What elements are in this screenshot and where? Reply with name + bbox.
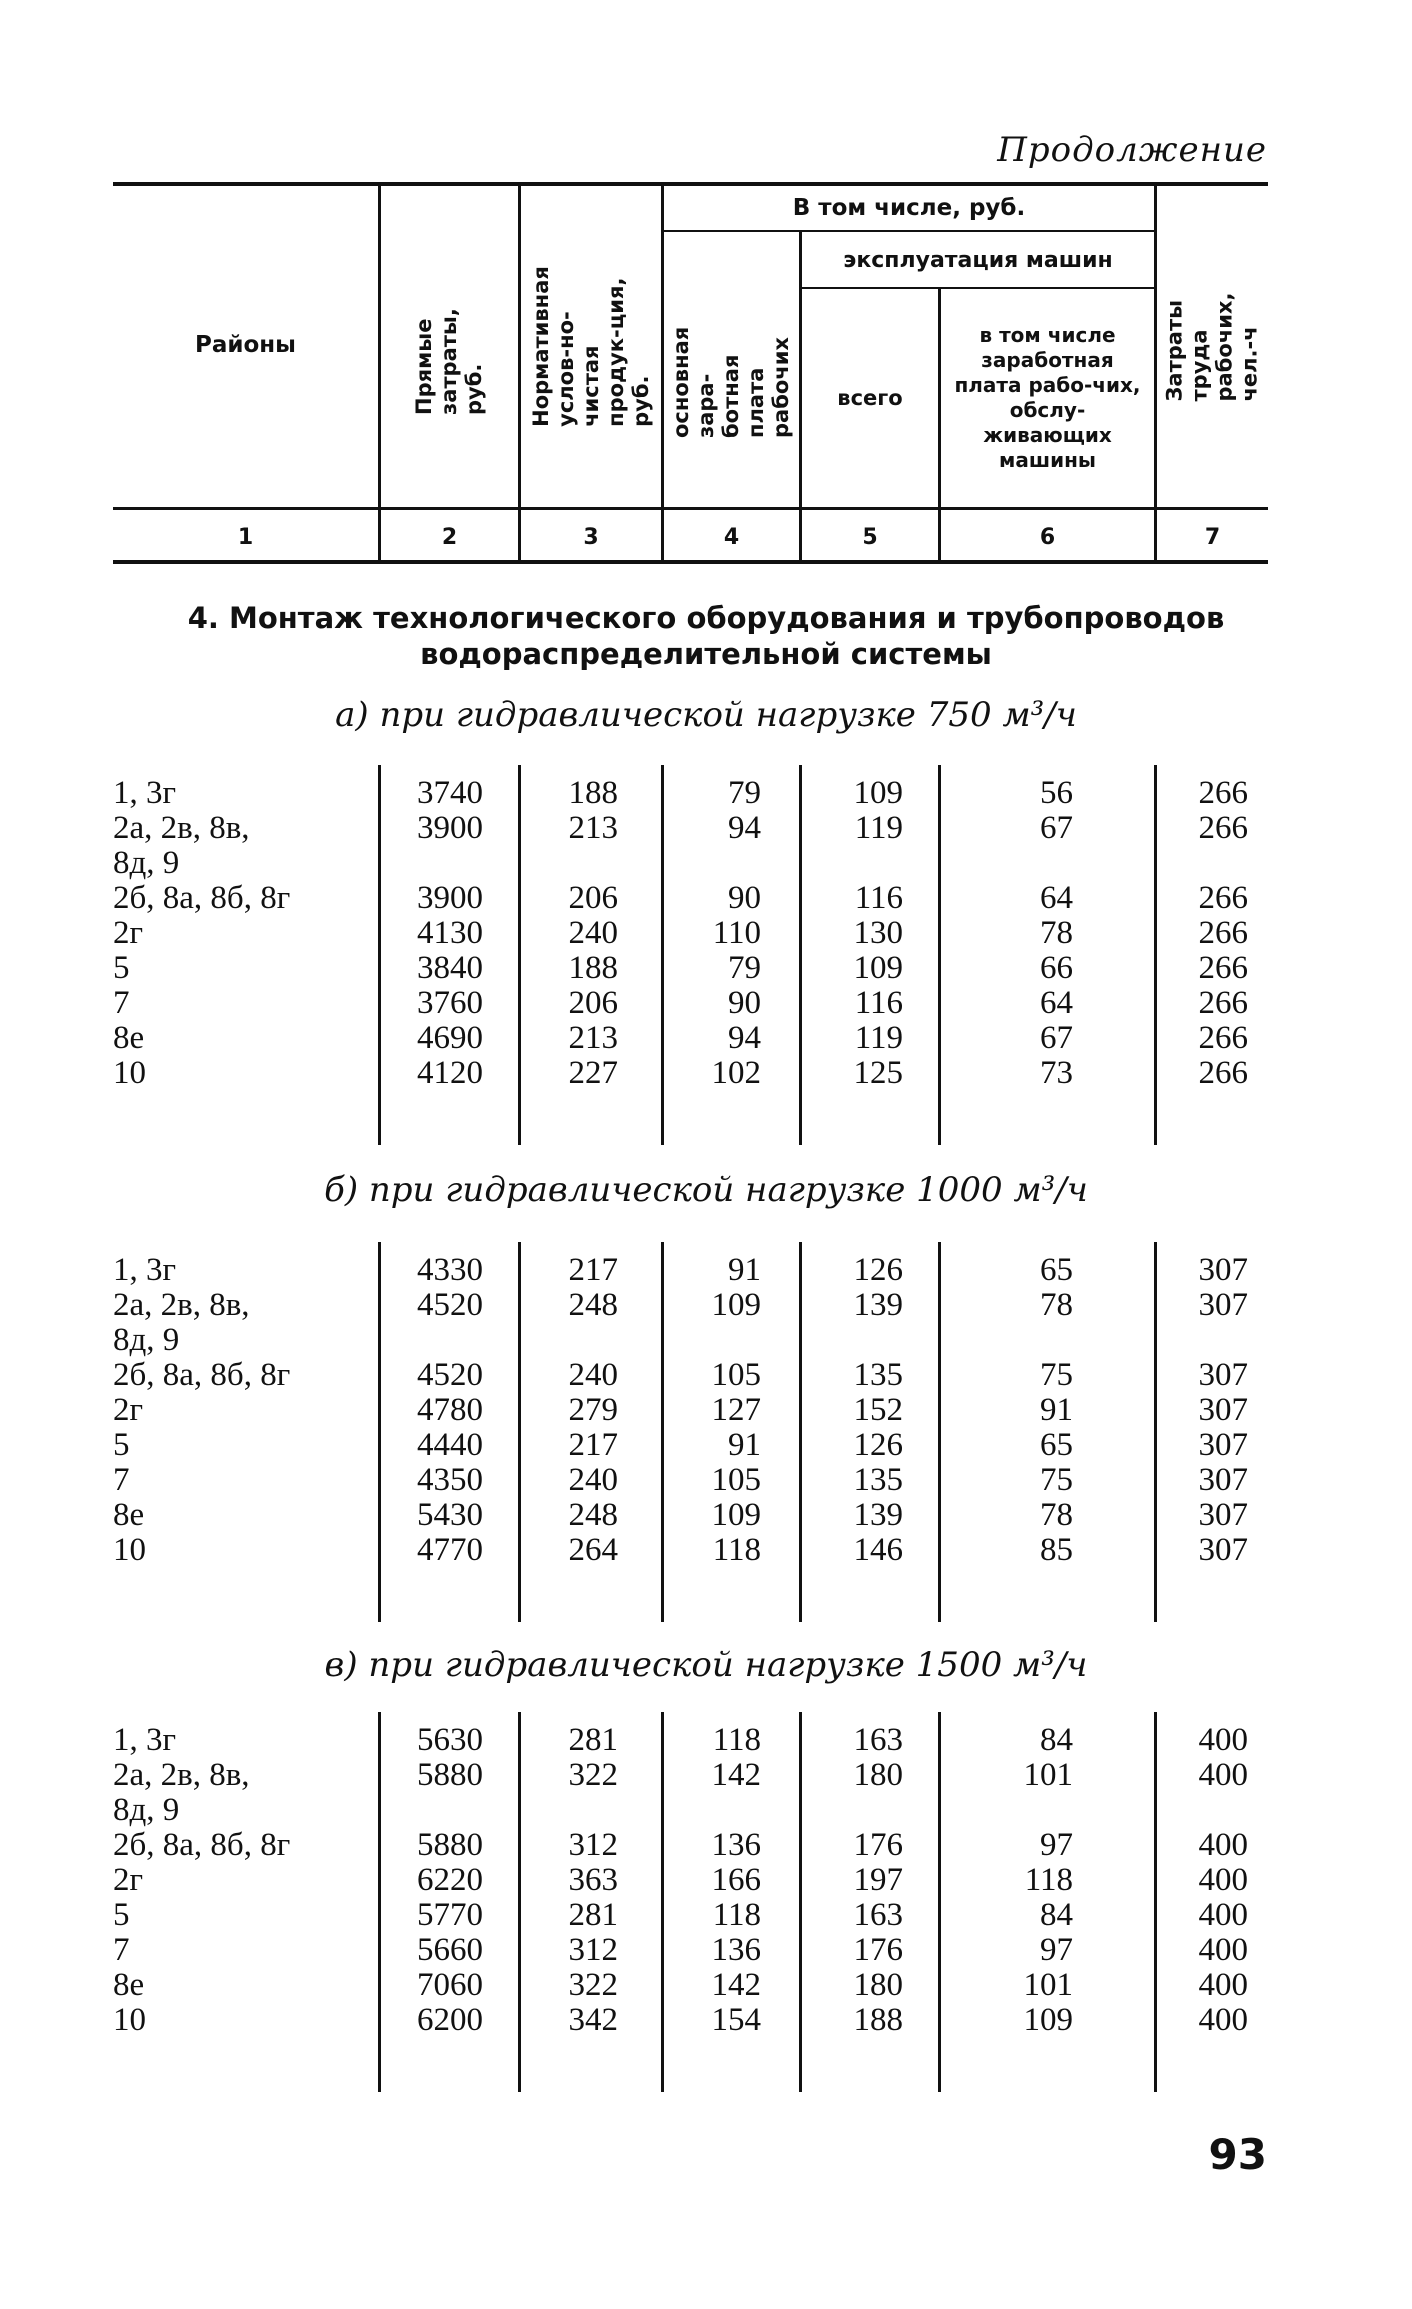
table-cell-col-2: 5770 xyxy=(417,1897,483,1933)
table-cell-col-5: 119 xyxy=(854,810,903,846)
table-row xyxy=(113,1862,1268,1898)
header-col-total: всего xyxy=(837,386,903,410)
table-cell-col-7: 400 xyxy=(1198,1757,1248,1793)
table-cell-col-2: 4330 xyxy=(417,1252,483,1288)
table-cell-col-6: 97 xyxy=(1040,1932,1073,1968)
header-bottom-rule xyxy=(113,507,1268,510)
table-cell-col-7: 307 xyxy=(1198,1252,1248,1288)
region-label: 7 xyxy=(113,985,130,1021)
table-cell-col-7: 266 xyxy=(1198,950,1248,986)
table-cell-col-6: 78 xyxy=(1040,1287,1073,1323)
region-label: 5 xyxy=(113,1897,130,1933)
table-cell-col-7: 400 xyxy=(1198,1862,1248,1898)
table-cell-col-6: 85 xyxy=(1040,1532,1073,1568)
subtitle-1000: б) при гидравлической нагрузке 1000 м³/ч xyxy=(324,1170,1088,1210)
continued-label: Продолжение xyxy=(997,130,1267,170)
table-cell-col-3: 342 xyxy=(568,2002,618,2038)
table-cell-col-2: 4770 xyxy=(417,1532,483,1568)
table-cell-col-2: 3740 xyxy=(417,775,483,811)
table-cell-col-3: 248 xyxy=(568,1497,618,1533)
table-cell-col-4: 118 xyxy=(712,1722,761,1758)
table-row xyxy=(113,1827,1268,1863)
table-cell-col-5: 116 xyxy=(854,880,903,916)
header-col-regions: Районы xyxy=(195,331,296,358)
table-cell-col-4: 142 xyxy=(711,1967,761,2003)
table-cell-col-2: 4690 xyxy=(417,1020,483,1056)
table-cell-col-5: 139 xyxy=(853,1287,903,1323)
region-label: 1, 3г xyxy=(113,1722,177,1758)
table-cell-col-5: 152 xyxy=(853,1392,903,1428)
data-block-1500 xyxy=(113,1712,1268,2092)
table-cell-col-3: 217 xyxy=(568,1427,618,1463)
table-cell-col-2: 4440 xyxy=(417,1427,483,1463)
table-cell-col-2: 4130 xyxy=(417,915,483,951)
table-cell-col-7: 400 xyxy=(1198,1932,1248,1968)
header-col-base-wages: основная зара-ботная плата рабочих xyxy=(669,326,793,438)
table-row xyxy=(113,1020,1268,1056)
table-cell-col-3: 312 xyxy=(568,1932,618,1968)
group-rule xyxy=(661,230,1154,232)
table-cell-col-5: 135 xyxy=(853,1462,903,1498)
table-cell-col-2: 6200 xyxy=(417,2002,483,2038)
table-cell-col-6: 65 xyxy=(1040,1252,1073,1288)
table-cell-col-7: 266 xyxy=(1198,880,1248,916)
table-row xyxy=(113,845,1268,881)
table-cell-col-6: 75 xyxy=(1040,1357,1073,1393)
column-number-4: 4 xyxy=(723,524,740,550)
table-cell-col-7: 266 xyxy=(1198,915,1248,951)
table-cell-col-7: 400 xyxy=(1198,1722,1248,1758)
region-label: 10 xyxy=(113,1055,146,1091)
table-cell-col-3: 217 xyxy=(568,1252,618,1288)
table-cell-col-3: 264 xyxy=(568,1532,618,1568)
column-number-3: 3 xyxy=(583,524,599,550)
table-cell-col-5: 180 xyxy=(853,1757,903,1793)
table-row xyxy=(113,1357,1268,1393)
table-cell-col-2: 5660 xyxy=(417,1932,483,1968)
table-cell-col-3: 240 xyxy=(568,1357,618,1393)
header-col-machine-wages: в том числе заработная плата рабо-чих, обслу-живающих машины xyxy=(954,323,1141,472)
table-cell-col-5: 135 xyxy=(853,1357,903,1393)
table-cell-col-7: 400 xyxy=(1198,1827,1248,1863)
table-cell-col-7: 266 xyxy=(1198,1055,1248,1091)
table-cell-col-4: 118 xyxy=(712,1897,761,1933)
table-cell-col-2: 3900 xyxy=(417,880,483,916)
table-cell-col-3: 312 xyxy=(568,1827,618,1863)
table-cell-col-4: 136 xyxy=(711,1932,761,1968)
table-cell-col-2: 3840 xyxy=(417,950,483,986)
region-label: 8е xyxy=(113,1020,145,1056)
table-row xyxy=(113,1427,1268,1463)
table-cell-col-5: 125 xyxy=(853,1055,903,1091)
page-number: 93 xyxy=(1208,2130,1267,2179)
table-cell-col-2: 4520 xyxy=(417,1357,483,1393)
table-cell-col-3: 227 xyxy=(568,1055,618,1091)
region-label: 2г xyxy=(113,915,144,951)
section-title xyxy=(0,600,1412,672)
table-cell-col-4: 105 xyxy=(711,1462,761,1498)
table-cell-col-7: 307 xyxy=(1198,1357,1248,1393)
table-row xyxy=(113,1722,1268,1758)
region-label: 10 xyxy=(113,2002,146,2038)
column-number-5: 5 xyxy=(862,524,878,550)
table-cell-col-7: 307 xyxy=(1198,1532,1248,1568)
subtitle-1500: в) при гидравлической нагрузке 1500 м³/ч xyxy=(324,1645,1088,1685)
table-cell-col-5: 109 xyxy=(853,950,903,986)
table-cell-col-7: 266 xyxy=(1198,810,1248,846)
column-number-7: 7 xyxy=(1204,524,1221,550)
table-cell-col-6: 64 xyxy=(1040,985,1073,1021)
region-label: 7 xyxy=(113,1462,130,1498)
region-label: 2г xyxy=(113,1392,144,1428)
table-cell-col-2: 4120 xyxy=(417,1055,483,1091)
region-label: 8д, 9 xyxy=(113,845,180,881)
table-row xyxy=(113,810,1268,846)
table-cell-col-2: 6220 xyxy=(417,1862,483,1898)
region-label: 1, 3г xyxy=(113,1252,177,1288)
table-cell-col-4: 94 xyxy=(728,810,761,846)
table-cell-col-5: 180 xyxy=(853,1967,903,2003)
subgroup-rule xyxy=(799,287,1154,289)
table-cell-col-6: 101 xyxy=(1023,1967,1073,2003)
table-cell-col-7: 307 xyxy=(1198,1427,1248,1463)
header-group-including: В том числе, руб. xyxy=(792,195,1026,221)
table-cell-col-2: 4780 xyxy=(417,1392,483,1428)
table-cell-col-6: 91 xyxy=(1040,1392,1073,1428)
table-header xyxy=(113,182,1268,564)
table-cell-col-6: 78 xyxy=(1040,1497,1073,1533)
table-cell-col-4: 166 xyxy=(711,1862,761,1898)
region-label: 7 xyxy=(113,1932,130,1968)
table-row xyxy=(113,1322,1268,1358)
table-row xyxy=(113,2002,1268,2038)
table-cell-col-6: 75 xyxy=(1040,1462,1073,1498)
table-cell-col-5: 197 xyxy=(853,1862,903,1898)
table-cell-col-6: 97 xyxy=(1040,1827,1073,1863)
table-cell-col-3: 281 xyxy=(568,1722,618,1758)
table-cell-col-3: 281 xyxy=(568,1897,618,1933)
table-cell-col-3: 213 xyxy=(568,1020,618,1056)
table-cell-col-5: 176 xyxy=(853,1932,903,1968)
table-cell-col-4: 79 xyxy=(728,775,761,811)
header-col-net-production: Нормативная услов-но-чистая продук-ция, руб. xyxy=(528,265,653,427)
table-cell-col-6: 64 xyxy=(1040,880,1073,916)
table-cell-col-7: 307 xyxy=(1198,1462,1248,1498)
table-row xyxy=(113,915,1268,951)
table-cell-col-3: 213 xyxy=(568,810,618,846)
table-row xyxy=(113,1055,1268,1091)
region-label: 1, 3г xyxy=(113,775,177,811)
table-cell-col-6: 78 xyxy=(1040,915,1073,951)
table-cell-col-6: 65 xyxy=(1040,1427,1073,1463)
table-cell-col-6: 101 xyxy=(1023,1757,1073,1793)
table-cell-col-5: 119 xyxy=(854,1020,903,1056)
table-cell-col-5: 126 xyxy=(853,1427,903,1463)
table-cell-col-4: 109 xyxy=(711,1497,761,1533)
table-cell-col-3: 188 xyxy=(568,950,618,986)
column-number-1: 1 xyxy=(237,524,254,550)
table-cell-col-2: 5630 xyxy=(417,1722,483,1758)
region-label: 8д, 9 xyxy=(113,1792,180,1828)
table-cell-col-4: 154 xyxy=(711,2002,761,2038)
table-cell-col-3: 363 xyxy=(568,1862,618,1898)
table-cell-col-4: 90 xyxy=(728,880,761,916)
region-label: 5 xyxy=(113,1427,130,1463)
table-cell-col-6: 73 xyxy=(1040,1055,1073,1091)
table-cell-col-6: 118 xyxy=(1024,1862,1073,1898)
table-row xyxy=(113,1497,1268,1533)
table-cell-col-7: 307 xyxy=(1198,1287,1248,1323)
table-cell-col-7: 400 xyxy=(1198,2002,1248,2038)
colnum-bottom-rule xyxy=(113,560,1268,564)
table-cell-col-5: 130 xyxy=(853,915,903,951)
table-cell-col-6: 67 xyxy=(1040,1020,1073,1056)
data-block-750 xyxy=(113,765,1268,1145)
table-cell-col-4: 109 xyxy=(711,1287,761,1323)
region-label: 2б, 8а, 8б, 8г xyxy=(113,1827,291,1863)
section-title-line-1: 4. Монтаж технологического оборудования и трубопроводов xyxy=(187,601,1225,635)
table-cell-col-3: 279 xyxy=(568,1392,618,1428)
column-number-2: 2 xyxy=(441,524,458,550)
table-cell-col-6: 84 xyxy=(1040,1897,1073,1933)
table-cell-col-3: 248 xyxy=(568,1287,618,1323)
table-cell-col-7: 266 xyxy=(1198,985,1248,1021)
table-cell-col-3: 240 xyxy=(568,1462,618,1498)
region-label: 2б, 8а, 8б, 8г xyxy=(113,1357,291,1393)
region-label: 2а, 2в, 8в, xyxy=(113,810,250,846)
table-cell-col-5: 109 xyxy=(853,775,903,811)
table-cell-col-5: 139 xyxy=(853,1497,903,1533)
table-cell-col-7: 266 xyxy=(1198,1020,1248,1056)
table-cell-col-4: 94 xyxy=(728,1020,761,1056)
region-label: 2а, 2в, 8в, xyxy=(113,1287,250,1323)
table-cell-col-7: 307 xyxy=(1198,1392,1248,1428)
table-cell-col-6: 109 xyxy=(1023,2002,1073,2038)
subtitle-750: а) при гидравлической нагрузке 750 м³/ч xyxy=(335,695,1077,735)
region-label: 2г xyxy=(113,1862,144,1898)
table-cell-col-5: 126 xyxy=(853,1252,903,1288)
table-cell-col-4: 127 xyxy=(711,1392,761,1428)
table-cell-col-5: 116 xyxy=(854,985,903,1021)
table-cell-col-7: 307 xyxy=(1198,1497,1248,1533)
table-cell-col-5: 188 xyxy=(853,2002,903,2038)
table-cell-col-5: 176 xyxy=(853,1827,903,1863)
table-cell-col-4: 105 xyxy=(711,1357,761,1393)
table-cell-col-7: 400 xyxy=(1198,1897,1248,1933)
table-row xyxy=(113,1532,1268,1568)
table-cell-col-4: 90 xyxy=(728,985,761,1021)
table-cell-col-4: 136 xyxy=(711,1827,761,1863)
table-row xyxy=(113,1967,1268,2003)
table-cell-col-2: 3900 xyxy=(417,810,483,846)
table-cell-col-4: 91 xyxy=(728,1252,761,1288)
table-cell-col-3: 206 xyxy=(568,880,618,916)
table-cell-col-5: 146 xyxy=(853,1532,903,1568)
table-row xyxy=(113,880,1268,916)
region-label: 5 xyxy=(113,950,130,986)
table-cell-col-3: 240 xyxy=(568,915,618,951)
header-subgroup-machines: эксплуатация машин xyxy=(843,248,1113,273)
table-cell-col-2: 4350 xyxy=(417,1462,483,1498)
table-row xyxy=(113,1392,1268,1428)
table-row xyxy=(113,1757,1268,1793)
region-label: 8е xyxy=(113,1967,145,2003)
region-label: 2б, 8а, 8б, 8г xyxy=(113,880,291,916)
table-row xyxy=(113,1932,1268,1968)
data-block-1000 xyxy=(113,1242,1268,1622)
header-col-direct-costs: Прямые затраты, руб. xyxy=(412,307,486,415)
table-cell-col-4: 79 xyxy=(728,950,761,986)
table-cell-col-6: 67 xyxy=(1040,810,1073,846)
table-cell-col-5: 163 xyxy=(853,1722,903,1758)
table-row xyxy=(113,775,1268,811)
table-cell-col-5: 163 xyxy=(853,1897,903,1933)
table-cell-col-3: 188 xyxy=(568,775,618,811)
table-row xyxy=(113,1462,1268,1498)
section-title-line-2: водораспределительной системы xyxy=(420,637,992,671)
column-number-6: 6 xyxy=(1039,524,1056,550)
table-cell-col-2: 5430 xyxy=(417,1497,483,1533)
header-col-labor: Затраты труда рабочих, чел.-ч xyxy=(1162,292,1262,402)
table-cell-col-2: 5880 xyxy=(417,1757,483,1793)
table-row xyxy=(113,1287,1268,1323)
table-cell-col-2: 3760 xyxy=(417,985,483,1021)
table-cell-col-4: 118 xyxy=(712,1532,761,1568)
region-label: 10 xyxy=(113,1532,146,1568)
table-cell-col-3: 322 xyxy=(568,1967,618,2003)
table-row xyxy=(113,1252,1268,1288)
table-cell-col-6: 56 xyxy=(1040,775,1073,811)
table-cell-col-7: 266 xyxy=(1198,775,1248,811)
table-cell-col-4: 102 xyxy=(711,1055,761,1091)
table-cell-col-2: 5880 xyxy=(417,1827,483,1863)
region-label: 8е xyxy=(113,1497,145,1533)
table-cell-col-4: 91 xyxy=(728,1427,761,1463)
table-cell-col-4: 142 xyxy=(711,1757,761,1793)
table-row xyxy=(113,950,1268,986)
region-label: 2а, 2в, 8в, xyxy=(113,1757,250,1793)
table-row xyxy=(113,1897,1268,1933)
table-cell-col-3: 322 xyxy=(568,1757,618,1793)
table-cell-col-3: 206 xyxy=(568,985,618,1021)
region-label: 8д, 9 xyxy=(113,1322,180,1358)
table-row xyxy=(113,1792,1268,1828)
table-cell-col-6: 66 xyxy=(1040,950,1073,986)
table-cell-col-7: 400 xyxy=(1198,1967,1248,2003)
table-cell-col-2: 4520 xyxy=(417,1287,483,1323)
table-cell-col-6: 84 xyxy=(1040,1722,1073,1758)
table-cell-col-2: 7060 xyxy=(417,1967,483,2003)
table-row xyxy=(113,985,1268,1021)
table-cell-col-4: 110 xyxy=(712,915,761,951)
